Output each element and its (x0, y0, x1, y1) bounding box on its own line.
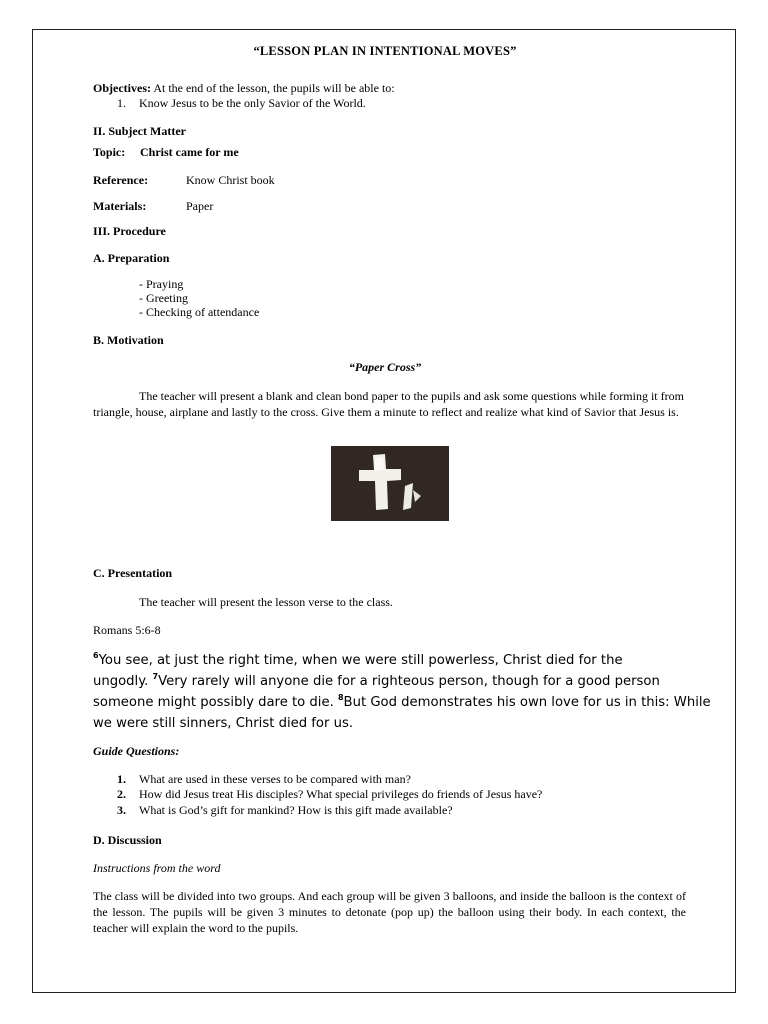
paper-cross-drawing (331, 446, 449, 521)
question-text: What are used in these verses to be compared with man? (139, 772, 411, 786)
verse-text: Very rarely will anyone die for a righteous person, though for a good person (158, 674, 660, 689)
guide-question (117, 787, 717, 802)
guide-question (117, 803, 717, 818)
page-title: “LESSON PLAN IN INTENTIONAL MOVES” (253, 44, 517, 58)
motivation-heading: B. Motivation (93, 333, 164, 347)
verse-line (93, 692, 713, 713)
topic-value: Christ came for me (140, 145, 239, 159)
discussion-subtitle: Instructions from the word (93, 861, 221, 875)
question-number: 1. (117, 772, 126, 786)
procedure-heading: III. Procedure (93, 224, 166, 238)
verse-text: we were still sinners, Christ died for us. (93, 716, 354, 731)
verse-line (93, 650, 713, 671)
preparation-item: - Greeting (139, 291, 188, 305)
materials-value: Paper (186, 199, 214, 213)
guide-questions-heading: Guide Questions: (93, 744, 180, 758)
subject-matter-heading: II. Subject Matter (93, 124, 186, 138)
document-page (32, 29, 736, 993)
verse-text: ungodly. (93, 674, 153, 689)
discussion-heading: D. Discussion (93, 833, 162, 847)
motivation-paragraph: The teacher will present a blank and clean bond paper to the pupils and ask some questions while forming it from triangle, house, airplane and lastly to the cross. Give them a minute to reflect and realize what kind of Savior that Jesus is. (93, 389, 684, 419)
guide-question (117, 772, 717, 787)
question-number: 2. (117, 787, 126, 801)
preparation-item: - Praying (139, 277, 184, 291)
presentation-heading: C. Presentation (93, 566, 173, 580)
verse-number: 8 (337, 693, 344, 702)
verse-text: But God demonstrates his own love for us in this: While (343, 695, 711, 710)
presentation-paragraph: The teacher will present the lesson verse to the class. (139, 595, 393, 609)
paper-cross-photo (331, 446, 449, 521)
motivation-subtitle: “Paper Cross” (348, 360, 422, 374)
question-text: What is God’s gift for mankind? How is this gift made available? (139, 803, 453, 817)
verse-line (93, 713, 713, 734)
verse-number: 7 (152, 672, 159, 681)
preparation-item: - Checking of attendance (139, 305, 260, 319)
objectives-text: At the end of the lesson, the pupils will be able to: (150, 81, 395, 95)
materials-label: Materials: (93, 199, 147, 213)
verse-text: You see, at just the right time, when we were still powerless, Christ died for the (98, 653, 623, 668)
verse-number: 6 (93, 651, 99, 660)
objectives-label: Objectives: (93, 81, 151, 95)
objective-text: Know Jesus to be the only Savior of the World. (139, 96, 366, 110)
question-number: 3. (117, 803, 126, 817)
scripture-reference: Romans 5:6-8 (93, 623, 161, 637)
reference-value: Know Christ book (186, 173, 275, 187)
verse-text: someone might possibly dare to die. (93, 695, 338, 710)
discussion-paragraph: The class will be divided into two groups. And each group will be given 3 balloons, and inside the balloon is the context of the lesson. The pupils will be given 3 minutes to detonate (pop up) the balloon using their body. In each context, the teacher will explain the word to the pupils. (93, 889, 686, 935)
topic-label: Topic: (93, 145, 126, 159)
verse-line (93, 671, 713, 692)
objective-item (117, 96, 717, 111)
preparation-heading: A. Preparation (93, 251, 170, 265)
objective-number: 1. (117, 96, 126, 110)
question-text: How did Jesus treat His disciples? What special privileges do friends of Jesus have? (139, 787, 543, 801)
reference-label: Reference: (93, 173, 149, 187)
scripture-verse (93, 650, 713, 734)
objectives-line (93, 81, 713, 96)
